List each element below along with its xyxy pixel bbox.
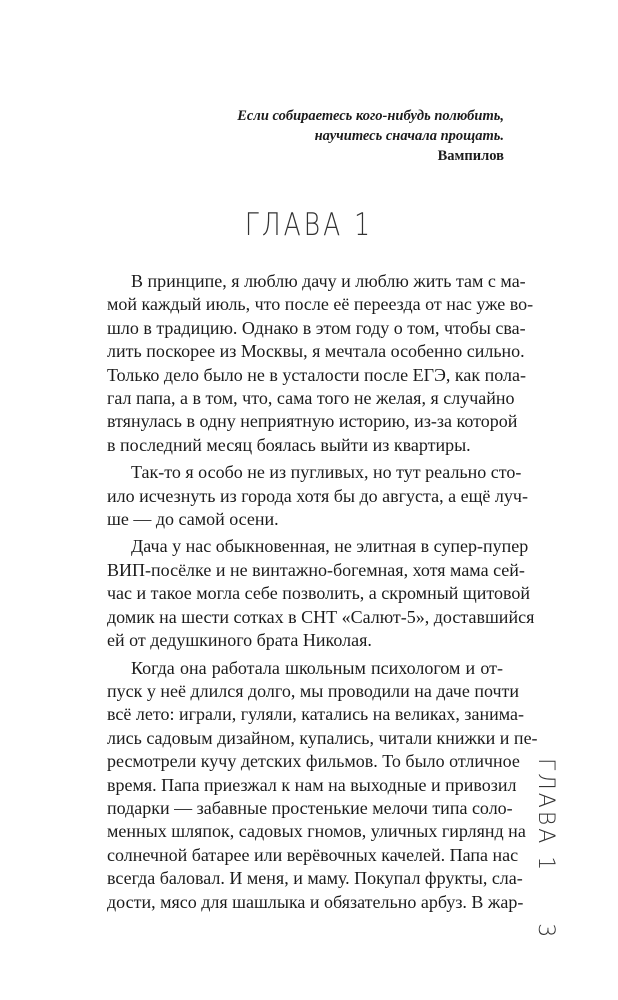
running-chapter-title: ГЛАВА 1 — [533, 758, 558, 874]
text-line: Дача у нас обыкновенная, не элитная в супер-пупер — [131, 536, 529, 557]
paragraph — [107, 461, 528, 531]
epigraph-line: научитесь сначала прощать. — [314, 128, 504, 144]
body-text — [107, 270, 538, 918]
text-line: Только дело было не в усталости после ЕГЭ, как пола- — [107, 364, 526, 385]
text-line: Когда она работала школьным психологом и от- — [131, 657, 503, 678]
text-line: подарки — забавные простенькие мелочи типа соло- — [107, 797, 513, 818]
epigraph — [237, 106, 504, 166]
text-line: В принципе, я люблю дачу и люблю жить там с ма- — [131, 271, 526, 291]
text-line: лись садовым дизайном, купались, читали книжки и пе- — [107, 727, 538, 748]
text-line: в последний месяц боялась выйти из квартиры. — [107, 434, 471, 455]
chapter-title: ГЛАВА 1 — [244, 206, 374, 243]
page-number: 3 — [533, 923, 558, 941]
text-line: менных шляпок, садовых гномов, уличных гирлянд на — [107, 821, 526, 842]
text-line: ВИП-посёлке и не винтажно-богемная, хотя мама сей- — [107, 559, 525, 580]
text-line: ей от дедушкиного брата Николая. — [107, 630, 372, 651]
running-head — [533, 758, 558, 940]
paragraph — [107, 657, 538, 914]
text-line: лить поскорее из Москвы, я мечтала особенно сильно. — [107, 341, 525, 362]
text-line: втянулась в одну неприятную историю, из-за которой — [107, 411, 518, 432]
text-line: час и такое могла себе позволить, а скромный щитовой — [107, 583, 531, 604]
text-line: ше — до самой осени. — [107, 509, 279, 530]
text-line: Так-то я особо не из пугливых, но тут реально сто- — [131, 462, 522, 483]
text-line: ило исчезнуть из города хотя бы до августа, а ещё луч- — [107, 485, 528, 506]
epigraph-line: Если собираетесь кого-нибудь полюбить, — [237, 108, 504, 124]
text-line: всё лето: играли, гуляли, катались на великах, занима- — [107, 704, 524, 725]
text-line: всегда баловал. И меня, и маму. Покупал фрукты, сла- — [107, 868, 523, 889]
text-line: шло в традицию. Однако в этом году о том, чтобы сва- — [107, 317, 526, 338]
text-line: мой каждый июль, что после её переезда от нас уже во- — [107, 294, 534, 315]
epigraph-author: Вампилов — [437, 148, 504, 164]
text-line: ресмотрели кучу детских фильмов. То было отличное — [107, 751, 520, 772]
text-line: пуск у неё длился долго, мы проводили на даче почти — [107, 680, 520, 701]
text-line: домик на шести сотках в СНТ «Салют-5», доставшийся — [107, 606, 535, 627]
paragraph — [107, 270, 534, 457]
text-line: дости, мясо для шашлыка и обязательно арбуз. В жар- — [107, 891, 524, 912]
text-line: гал папа, а в том, что, сама того не желая, я случайно — [107, 388, 515, 409]
text-line: время. Папа приезжал к нам на выходные и привозил — [107, 774, 517, 795]
paragraph — [107, 535, 535, 652]
text-line: солнечной батарее или верёвочных качелей. Папа нас — [107, 844, 519, 865]
